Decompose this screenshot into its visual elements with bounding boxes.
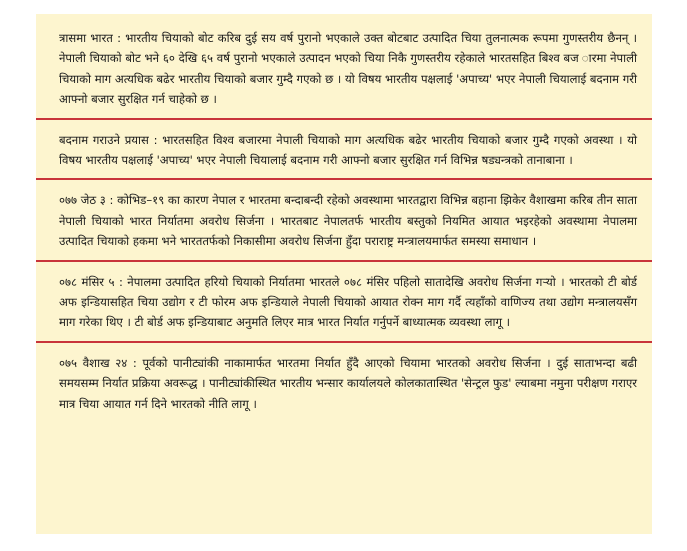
timeline-panel: [36, 14, 652, 534]
entry-paragraph: बदनाम गराउने प्रयास : भारतसहित विश्व बजारमा नेपाली चियाको माग अत्यधिक बढेर भारतीय चियाको बजार गुम्दै गएको अवस्था । यो विषय भारतीय पक्षलाई 'अपाच्य' भएर नेपाली चियालाई बदनाम गरी आफ्नो बजार सुरक्षित गर्न विभिन्न षड्यन्त्रको तानाबाना ।: [59, 132, 637, 168]
entry-paragraph: ०७८ मंसिर ५ : नेपालमा उत्पादित हरियो चियाको निर्यातमा भारतले ०७८ मंसिर पहिलो सातादेखि अवरोध सिर्जना गऱ्यो । भारतको टी बोर्ड अफ इन्डियासहित चिया उद्योग र टी फोरम अफ इन्डियाले नेपाली चियाको आयात रोक्न माग गर्दै त्यहाँको वाणिज्य तथा उद्योग मन्त्रालयसँग माग गरेका थिए । टी बोर्ड अफ इन्डियाबाट अनुमति लिएर मात्र भारत निर्यात गर्नुपर्ने बाध्यात्मक व्यवस्था लागू ।: [59, 274, 637, 330]
entry-paragraph: त्रासमा भारत : भारतीय चियाको बोट करिब दुई सय वर्ष पुरानो भएकाले उक्त बोटबाट उत्पादित चिया तुलनात्मक रूपमा गुणस्तरीय छैनन् । नेपाली चियाको बोट भने ६० देखि ६५ वर्ष पुरानो भएकाले उत्पादन भएको चिया निकै गुणस्तरीय रहेकाले भारतसहित बिश्व बज ारमा नेपाली चियाको माग अत्यधिक बढेर भारतीय चियाको बजार गुम्दै गएको छ । यो विषय भारतीय पक्षलाई 'अपाच्य' भएर नेपाली चियालाई बदनाम गरी आफ्नो बजार सुरक्षित गर्न चाहेको छ ।: [59, 31, 637, 107]
separator-line: [36, 178, 652, 180]
separator-line: [36, 260, 652, 262]
entry-paragraph: ०७५ वैशाख २४ : पूर्वको पानीट्यांकी नाकामार्फत भारतमा निर्यात हुँदै आएको चियामा भारतको अवरोध सिर्जना । दुई साताभन्दा बढी समयसम्म निर्यात प्रक्रिया अवरूद्ध । पानीट्यांकीस्थित भारतीय भन्सार कार्यालयले कोलकातास्थित 'सेन्ट्रल फुड' ल्याबमा नमुना परीक्षण गराएर मात्र चिया आयात गर्न दिने भारतको नीति लागू ।: [59, 355, 637, 411]
separator-line: [36, 341, 652, 343]
entry-paragraph: ०७७ जेठ ३ : कोभिड–१९ का कारण नेपाल र भारतमा बन्दाबन्दी रहेको अवस्थामा भारतद्वारा विभिन्न बहाना झिकेर वैशाखमा करिब तीन साता नेपाली चियाको भारत निर्यातमा अवरोध सिर्जना । भारतबाट नेपालतर्फ भारतीय बस्तुको नियमित आयात भइरहेको अवस्थामा नेपालमा उत्पादित चियाको हकमा भने भारततर्फको निकासीमा अवरोध सिर्जना हुँदा पराराष्ट्र मन्त्रालयमार्फत समस्या समाधान ।: [59, 193, 637, 249]
separator-line: [36, 118, 652, 120]
